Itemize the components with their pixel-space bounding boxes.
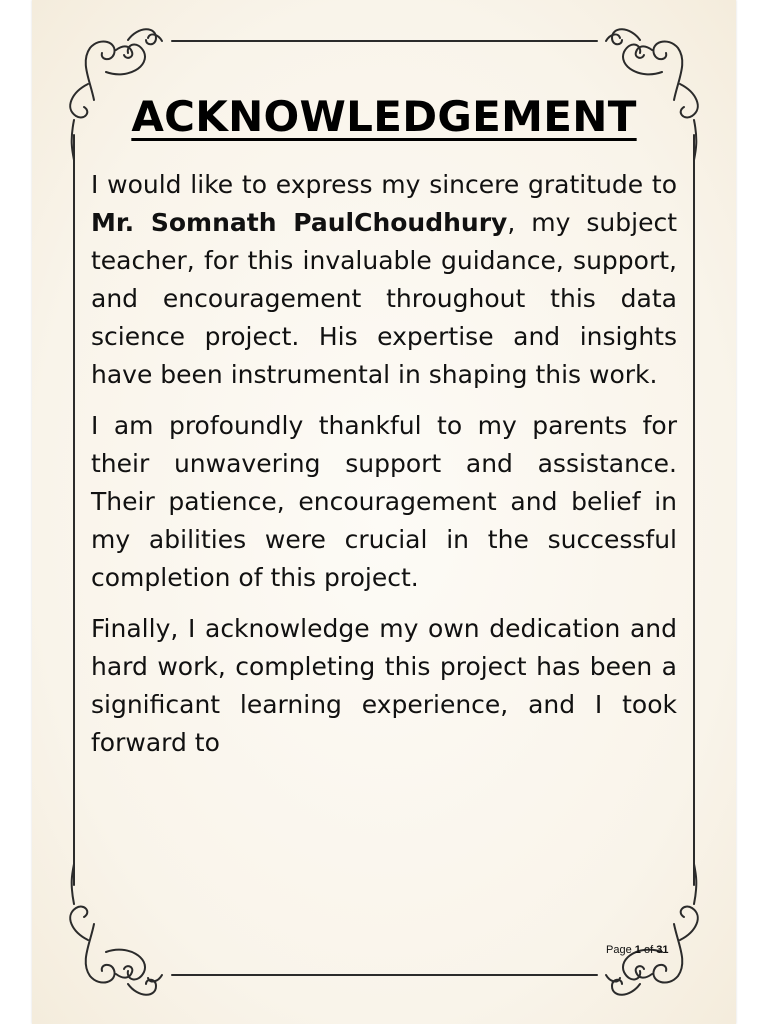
total-page-count: 31 <box>656 944 669 956</box>
acknowledgement-body <box>91 166 677 775</box>
scroll-corner-ornament-bottom-right <box>606 864 698 995</box>
current-page-number: 1 <box>634 944 641 956</box>
paragraph-parents-thanks: I am profoundly thankful to my parents for their unwavering support and assistance. Their patience, encouragement and belief in my abilities were crucial in the successful completion of this project. <box>91 411 677 592</box>
paragraph-teacher-thanks <box>91 166 677 394</box>
page-number <box>606 944 668 956</box>
paragraph-text: , my subject teacher, for this invaluable guidance, support, and encouragement throughout this data science project. His expertise and insights have been instrumental in shaping this work. <box>91 208 677 389</box>
scroll-corner-ornament-bottom-left <box>70 864 162 995</box>
paragraph-self-acknowledgement: Finally, I acknowledge my own dedication and hard work, completing this project has been a significant learning experience, and I took forward to <box>91 614 677 757</box>
page-title: ACKNOWLEDGEMENT <box>131 92 637 141</box>
page-label: Page <box>606 944 632 956</box>
paragraph-text: I would like to express my sincere gratitude to <box>91 170 677 199</box>
document-page <box>32 0 736 1024</box>
teacher-name: Mr. Somnath PaulChoudhury <box>91 208 508 237</box>
of-label: of <box>643 944 654 956</box>
